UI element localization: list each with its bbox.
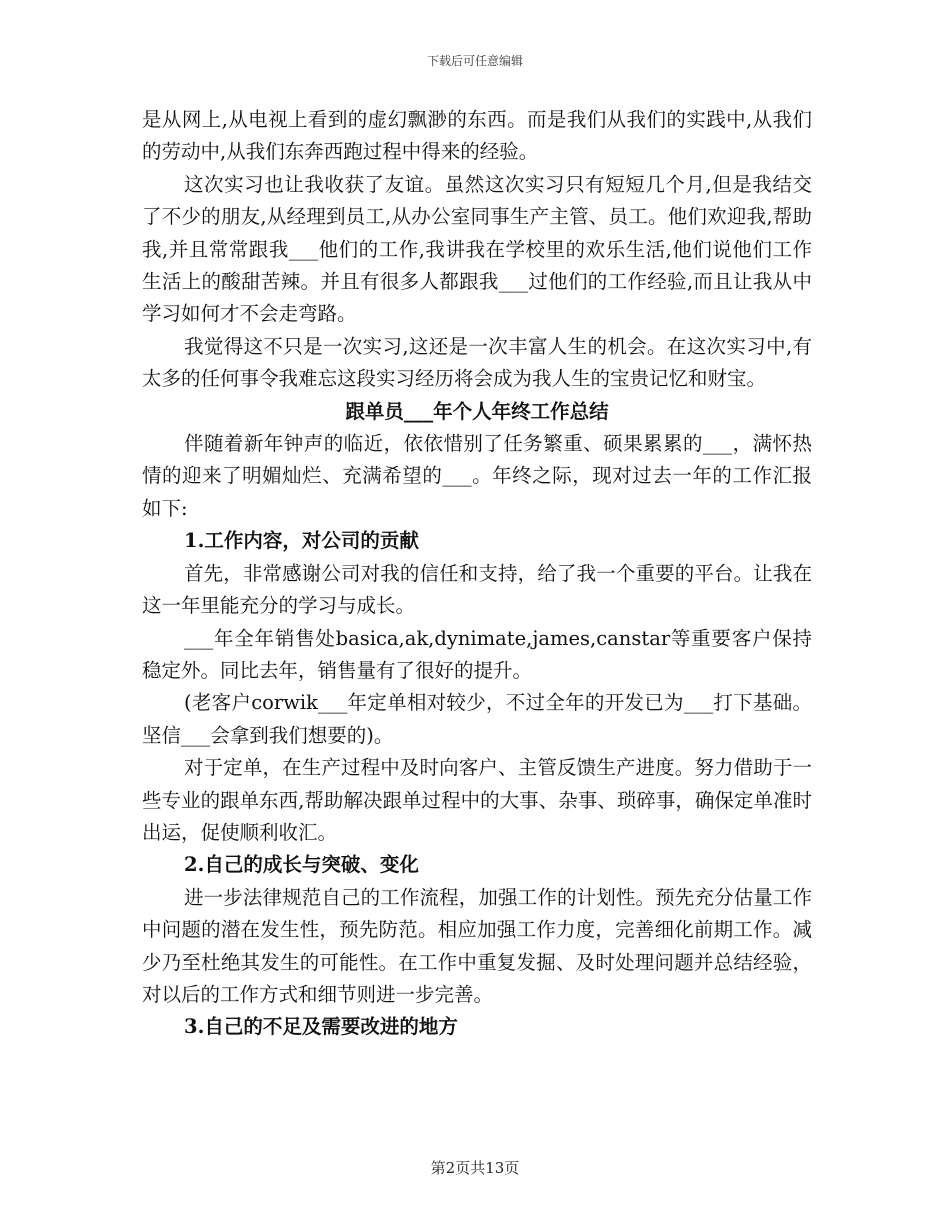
document-title: 跟单员___年个人年终工作总结 — [345, 399, 609, 423]
section-heading-shortcomings: 3.自己的不足及需要改进的地方 — [184, 1015, 458, 1039]
section-heading-work-content: 1.工作内容，对公司的贡献 — [184, 529, 419, 553]
paragraph-workflow: 进一步法律规范自己的工作流程，加强工作的计划性。预先充分估量工作中问题的潜在发生性，预先防范。相应加强工作力度，完善细化前期工作。减少乃至杜绝其发生的可能性。在工作中重复发掘、及时处理问题并总结经验，对以后的工作方式和细节则进一步完善。 — [142, 885, 812, 1006]
paragraph-order-follow-up: 对于定单，在生产过程中及时向客户、主管反馈生产进度。努力借助于一些专业的跟单东西,帮助解决跟单过程中的大事、杂事、琐碎事，确保定单准时出运，促使顺利收汇。 — [142, 756, 812, 844]
paragraph-life-opportunity: 我觉得这不只是一次实习,这还是一次丰富人生的机会。在这次实习中,有太多的任何事令我难忘这段实习经历将会成为我人生的宝贵记忆和财宝。 — [142, 334, 812, 391]
paragraph-old-customer: (老客户corwik___年定单相对较少，不过全年的开发已为___打下基础。坚信___会拿到我们想要的)。 — [142, 691, 812, 747]
page-header: 下载后可任意编辑 — [426, 54, 523, 68]
paragraph-sales-clients: ___年全年销售处basica,ak,dynimate,james,canstar等重要客户保持稳定外。同比去年，销售量有了很好的提升。 — [142, 626, 812, 682]
paragraph-internship-experience: 是从网上,从电视上看到的虚幻飘渺的东西。而是我们从我们的实践中,从我们的劳动中,从我们东奔西跑过程中得来的经验。 — [142, 108, 812, 164]
document-body — [142, 104, 812, 1044]
paragraph-introduction: 伴随着新年钟声的临近，依依惜别了任务繁重、硕果累累的___，满怀热情的迎来了明媚灿烂、充满希望的___。年终之际，现对过去一年的工作汇报如下: — [142, 432, 812, 520]
paragraph-thanks: 首先，非常感谢公司对我的信任和支持，给了我一个重要的平台。让我在这一年里能充分的学习与成长。 — [142, 561, 812, 618]
paragraph-friendship: 这次实习也让我收获了友谊。虽然这次实习只有短短几个月,但是我结交了不少的朋友,从经理到员工,从办公室同事生产主管、员工。他们欢迎我,帮助我,并且常常跟我___他们的工作,我讲我在学校里的欢乐生活,他们说他们工作生活上的酸甜苦辣。并且有很多人都跟我___过他们的工作经验,而且让我从中学习如何才不会走弯路。 — [142, 172, 812, 326]
page-number: 第2页共13页 — [430, 1159, 520, 1177]
section-heading-growth: 2.自己的成长与突破、变化 — [184, 853, 419, 877]
